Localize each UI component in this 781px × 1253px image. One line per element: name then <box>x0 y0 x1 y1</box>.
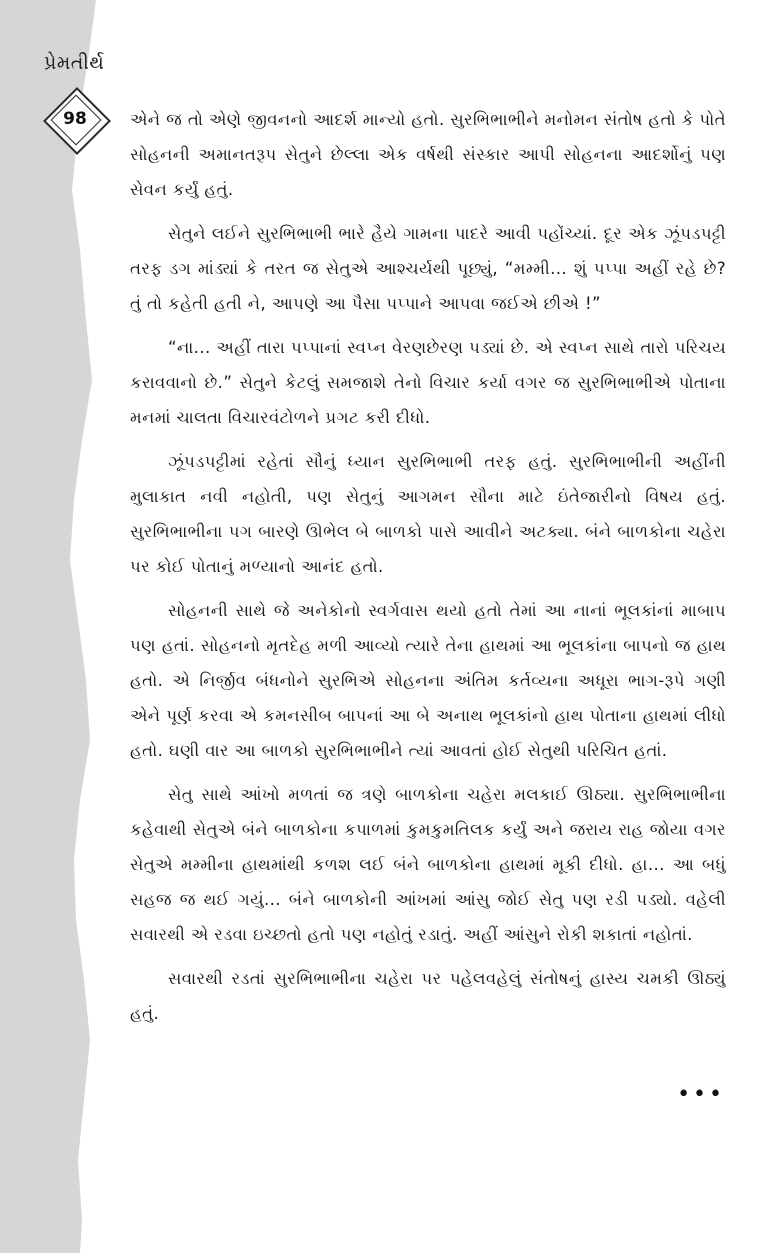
page-body <box>130 102 726 1040</box>
paragraph-6: સેતુ સાથે આંખો મળતાં જ ત્રણે બાળકોના ચહેરા મલકાઈ ઊઠ્યા. સુરભિભાભીના કહેવાથી સેતુએ બંને બાળકોના કપાળમાં કુમકુમતિલક કર્યું અને જરાય રાહ જોયા વગર સેતુએ મમ્મીના હાથમાંથી કળશ લઈ બંને બાળકોના હાથમાં મૂકી દીધો. હા... આ બધું સહજ જ થઈ ગયું... બંને બાળકોની આંખમાં આંસુ જોઈ સેતુ પણ રડી પડ્યો. વહેલી સવારથી એ રડવા ઇચ્છતો હતો પણ નહોતું રડાતું. અહીં આંસુને રોકી શકાતાં નહોતાં. <box>130 785 726 944</box>
page-number-badge <box>44 88 106 150</box>
page-number: 98 <box>63 109 87 129</box>
paragraph-4: ઝૂંપડપટ્ટીમાં રહેતાં સૌનું ધ્યાન સુરભિભાભી તરફ હતું. સુરભિભાભીની અહીંની મુલાકાત નવી નહોતી, પણ સેતુનું આગમન સૌના માટે ઇંતેજારીનો વિષય હતું. સુરભિભાભીના પગ બારણે ઊભેલ બે બાળકો પાસે આવીને અટક્યા. બંને બાળકોના ચહેરા પર કોઈ પોતાનું મળ્યાનો આનંદ હતો. <box>130 452 726 576</box>
paragraph-7: સવારથી રડતાં સુરભિભાભીના ચહેરા પર પહેલવહેલું સંતોષનું હાસ્ય ચમકી ઊઠ્યું હતું. <box>130 969 726 1023</box>
book-title: પ્રેમતીર્થ <box>44 52 105 74</box>
end-of-chapter-mark: ••• <box>677 1082 725 1107</box>
paragraph-1: એને જ તો એણે જીવનનો આદર્શ માન્યો હતો. સુરભિભાભીને મનોમન સંતોષ હતો કે પોતે સોહનની અમાનતરૂપ સેતુને છેલ્લા એક વર્ષથી સંસ્કાર આપી સોહનના આદર્શોનું પણ સેવન કર્યું હતું. <box>130 110 726 199</box>
paragraph-3: “ના... અહીં તારા પપ્પાનાં સ્વપ્ન વેરણછેરણ પડ્યાં છે. એ સ્વપ્ન સાથે તારો પરિચય કરાવવાનો છે.” સેતુને કેટલું સમજાશે તેનો વિચાર કર્યા વગર જ સુરભિભાભીએ પોતાના મનમાં ચાલતા વિચારવંટોળને પ્રગટ કરી દીધો. <box>130 338 726 427</box>
paragraph-5: સોહનની સાથે જે અનેકોનો સ્વર્ગવાસ થયો હતો તેમાં આ નાનાં ભૂલકાંનાં માબાપ પણ હતાં. સોહનનો મૃતદેહ મળી આવ્યો ત્યારે તેના હાથમાં આ ભૂલકાંના બાપનો જ હાથ હતો. એ નિર્જીવ બંધનોને સુરભિએ સોહનના અંતિમ કર્તવ્યના અધૂરા ભાગ-રૂપે ગણી એને પૂર્ણ કરવા એ કમનસીબ બાપનાં આ બે અનાથ ભૂલકાંનો હાથ પોતાના હાથમાં લીધો હતો. ઘણી વાર આ બાળકો સુરભિભાભીને ત્યાં આવતાં હોઈ સેતુથી પરિચિત હતાં. <box>130 601 726 760</box>
paragraph-2: સેતુને લઈને સુરભિભાભી ભારે હૈયે ગામના પાદરે આવી પહોંચ્યાં. દૂર એક ઝૂંપડપટ્ટી તરફ ડગ માંડ્યાં કે તરત જ સેતુએ આશ્ચર્યથી પૂછ્યું, “મમ્મી... શું પપ્પા અહીં રહે છે? તું તો કહેતી હતી ને, આપણે આ પૈસા પપ્પાને આપવા જઈએ છીએ !” <box>130 224 726 313</box>
